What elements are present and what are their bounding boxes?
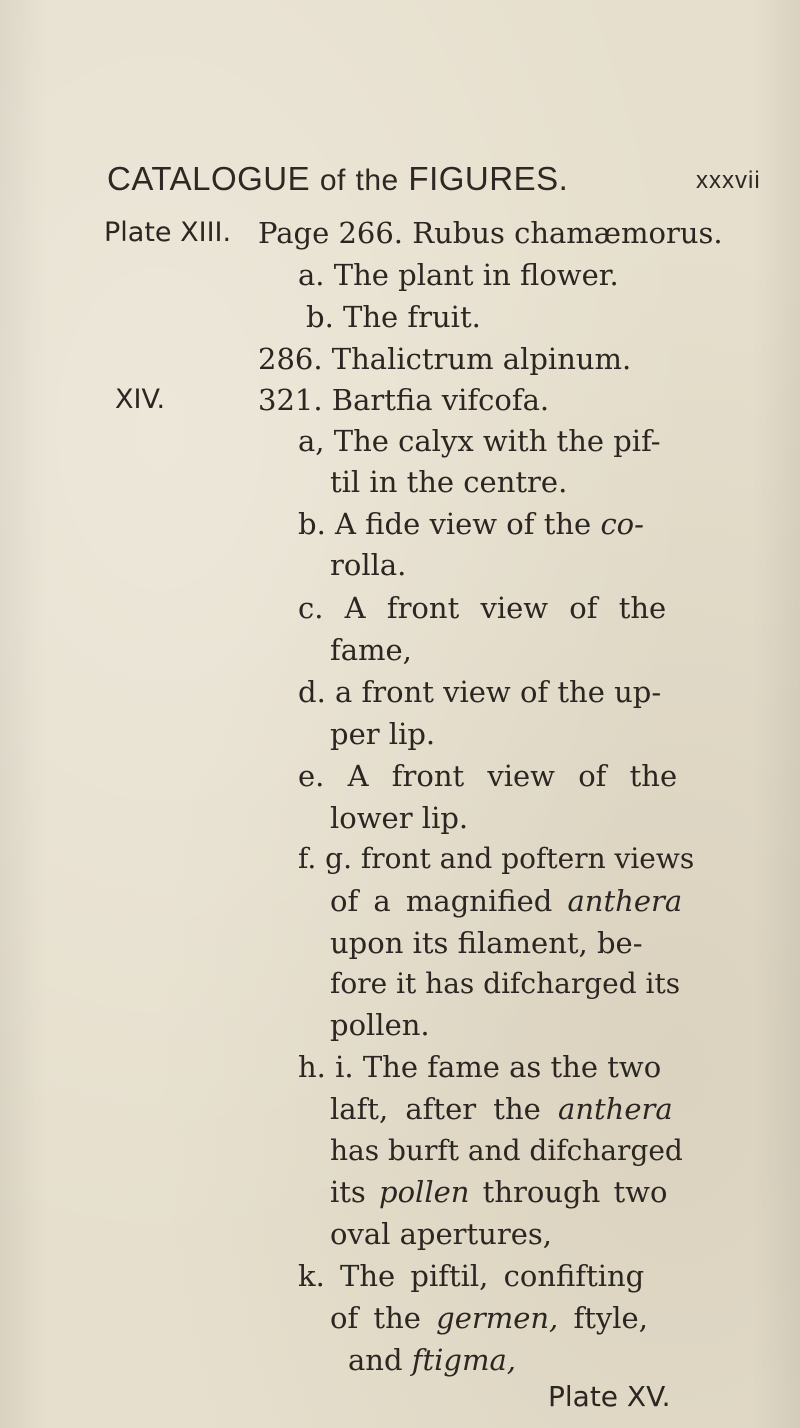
entry-d-upper-lip-line2: per lip.	[330, 717, 436, 751]
entry-a-calyx-line1: a, The calyx with the pif-	[298, 424, 661, 458]
entry-k-pistil-line1: k. The piftil, confifting	[298, 1259, 645, 1293]
entry-k-pistil-line3	[348, 1343, 516, 1377]
entry-b-side-view-line2: rolla.	[330, 548, 407, 582]
entry-b-side-view-text: b. A fide view of the	[298, 507, 592, 541]
entry-hi-line2-italic: anthera	[558, 1092, 673, 1126]
entry-d-upper-lip-line1: d. a front view of the up-	[298, 675, 662, 709]
header-title-the: the	[355, 164, 399, 197]
entry-fg-line2	[330, 884, 683, 918]
entry-k-line2-italic: germen,	[436, 1301, 559, 1335]
entry-b-side-view-italic: co-	[600, 507, 644, 541]
entry-a-plant-in-flower: a. The plant in flower.	[298, 258, 619, 292]
entry-fg-line3: upon its filament, be-	[330, 926, 643, 960]
header-title-of: of	[319, 164, 346, 197]
entry-c-front-view-line2: fame,	[330, 633, 412, 667]
entry-b-fruit: b. The fruit.	[306, 300, 481, 334]
entry-hi-line3: has burft and difcharged	[330, 1134, 683, 1167]
entry-fg-line1: f. g. front and poftern views	[298, 842, 695, 875]
entry-hi-line4-text-a: its	[330, 1175, 366, 1209]
page-number: xxxvii	[696, 167, 761, 194]
entry-286-thalictrum: 286. Thalictrum alpinum.	[258, 342, 632, 376]
footer-plate-xv: Plate XV.	[548, 1380, 671, 1413]
entry-b-side-view-line1	[298, 507, 644, 541]
entry-k-line3-italic: ftigma,	[411, 1343, 516, 1377]
entry-hi-line2-text: laft, after the	[330, 1092, 541, 1126]
entry-e-lower-lip-line1: e. A front view of the	[298, 759, 678, 793]
plate-13-label: Plate XIII.	[104, 217, 232, 248]
header-title-catalogue: CATALOGUE	[107, 160, 311, 197]
entry-k-pistil-line2	[330, 1301, 648, 1335]
header-title-figures: FIGURES.	[408, 160, 569, 197]
entry-hi-line2	[330, 1092, 673, 1126]
entry-fg-line2-text: of a magnified	[330, 884, 553, 918]
section-xiv-label: XIV.	[115, 384, 166, 415]
entry-a-calyx-line2: til in the centre.	[330, 465, 568, 499]
entry-hi-line4	[330, 1175, 668, 1209]
plate-13-page-entry: Page 266. Rubus chamæmorus.	[258, 216, 723, 250]
entry-hi-line4-text-b: through two	[482, 1175, 668, 1209]
entry-e-lower-lip-line2: lower lip.	[330, 801, 469, 835]
page-header-title	[107, 160, 568, 198]
entry-hi-line5: oval apertures,	[330, 1217, 552, 1251]
entry-321-bartsia: 321. Bartfia vifcofa.	[258, 383, 550, 417]
entry-fg-line4: fore it has difcharged its	[330, 967, 681, 1000]
entry-fg-line5: pollen.	[330, 1008, 430, 1042]
entry-hi-line1: h. i. The fame as the two	[298, 1050, 662, 1084]
entry-k-line3-text: and	[348, 1343, 403, 1377]
entry-hi-line4-italic: pollen	[379, 1175, 470, 1209]
entry-fg-line2-italic: anthera	[567, 884, 683, 918]
entry-k-line2-text: of the	[330, 1301, 421, 1335]
entry-k-line2-tail: ftyle,	[573, 1301, 648, 1335]
entry-c-front-view-line1: c. A front view of the	[298, 591, 667, 625]
